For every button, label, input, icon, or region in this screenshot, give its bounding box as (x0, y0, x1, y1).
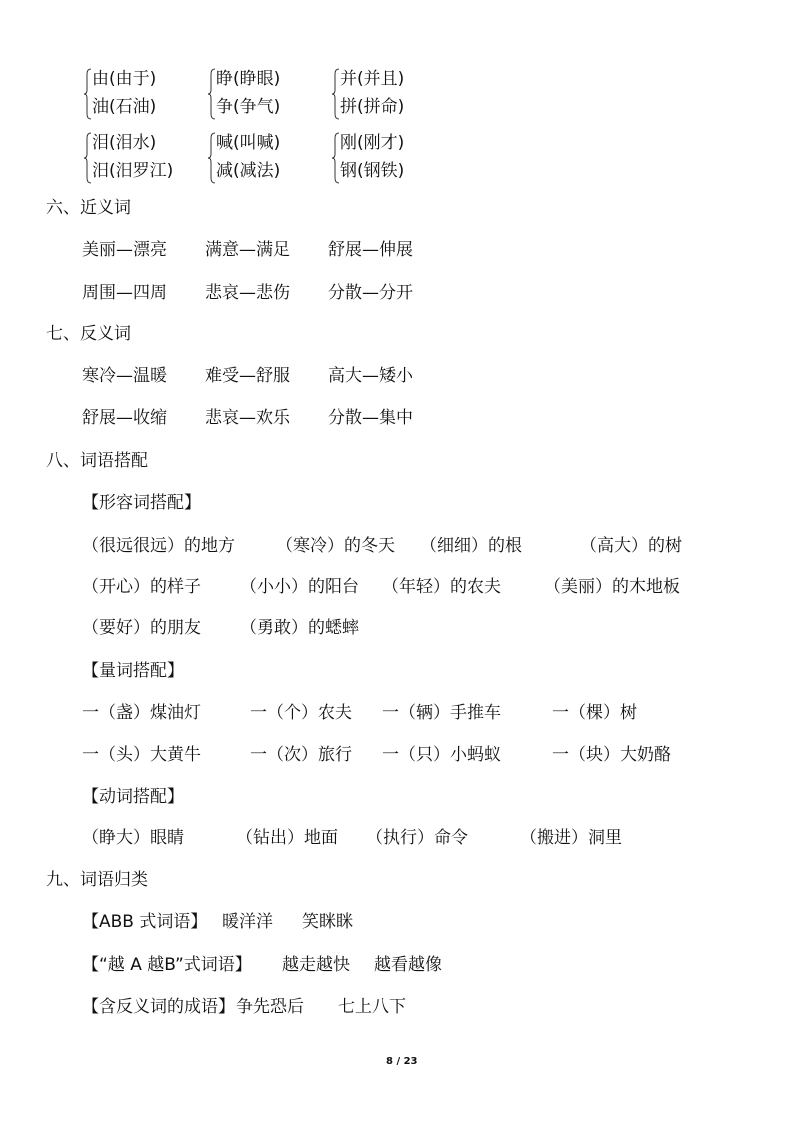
antonym-pair: 分散—集中 (328, 408, 413, 428)
category-word: 七上八下 (338, 997, 406, 1017)
synonym-pair: 美丽—漂亮 (82, 240, 167, 260)
polyphone-word: 刚(刚才) (340, 133, 405, 153)
polyphone-word: 钢(钢铁) (340, 161, 405, 181)
collocation-item: 一（个）农夫 (250, 703, 352, 723)
synonym-pair: 周围—四周 (82, 283, 167, 303)
brace-icon (84, 68, 92, 120)
synonym-pair: 悲哀—悲伤 (205, 283, 290, 303)
brace-icon (332, 68, 340, 120)
category-word: 越看越像 (374, 955, 442, 975)
collocation-item: （美丽）的木地板 (544, 577, 680, 597)
polyphone-word: 减(减法) (216, 161, 281, 181)
collocation-item: （睁大）眼睛 (82, 828, 184, 848)
brace-icon (208, 132, 216, 184)
brace-icon (84, 132, 92, 184)
category-label: 【ABB 式词语】 (82, 912, 208, 932)
section-heading-collocations: 八、词语搭配 (46, 451, 148, 471)
subheading-verb: 【动词搭配】 (82, 787, 184, 807)
collocation-item: （开心）的样子 (82, 577, 201, 597)
collocation-item: 一（头）大黄牛 (82, 745, 201, 765)
collocation-item: （很远很远）的地方 (82, 536, 235, 556)
category-label: 【“越 A 越B”式词语】 (82, 955, 252, 975)
collocation-item: （寒冷）的冬天 (276, 536, 395, 556)
collocation-item: （小小）的阳台 (240, 577, 359, 597)
section-heading-synonyms: 六、近义词 (46, 198, 131, 218)
collocation-item: （勇敢）的蟋蟀 (240, 618, 359, 638)
collocation-item: （细细）的根 (420, 536, 522, 556)
antonym-pair: 高大—矮小 (328, 366, 413, 386)
page-number: 8 / 23 (386, 1056, 418, 1067)
polyphone-word: 泪(泪水) (92, 133, 157, 153)
brace-icon (208, 68, 216, 120)
collocation-item: （钻出）地面 (236, 828, 338, 848)
subheading-adjective: 【形容词搭配】 (82, 493, 201, 513)
polyphone-word: 争(争气) (216, 97, 281, 117)
brace-icon (332, 132, 340, 184)
section-heading-antonyms: 七、反义词 (46, 324, 131, 344)
section-heading-classification: 九、词语归类 (46, 870, 148, 890)
antonym-pair: 悲哀—欢乐 (205, 408, 290, 428)
polyphone-word: 睁(睁眼) (216, 69, 281, 89)
polyphone-word: 油(石油) (92, 97, 157, 117)
collocation-item: （执行）命令 (366, 828, 468, 848)
collocation-item: （要好）的朋友 (82, 618, 201, 638)
category-word: 暖洋洋 (222, 912, 273, 932)
collocation-item: 一（块）大奶酪 (552, 745, 671, 765)
antonym-pair: 寒冷—温暖 (82, 366, 167, 386)
category-label: 【含反义词的成语】 (82, 997, 235, 1017)
collocation-item: 一（盏）煤油灯 (82, 703, 201, 723)
collocation-item: （年轻）的农夫 (382, 577, 501, 597)
subheading-measure-word: 【量词搭配】 (82, 661, 184, 681)
category-word: 笑眯眯 (302, 912, 353, 932)
synonym-pair: 满意—满足 (205, 240, 290, 260)
polyphone-word: 由(由于) (92, 69, 157, 89)
synonym-pair: 分散—分开 (328, 283, 413, 303)
collocation-item: 一（次）旅行 (250, 745, 352, 765)
collocation-item: 一（棵）树 (552, 703, 637, 723)
synonym-pair: 舒展—伸展 (328, 240, 413, 260)
antonym-pair: 舒展—收缩 (82, 408, 167, 428)
polyphone-word: 喊(叫喊) (216, 133, 281, 153)
category-word: 争先恐后 (236, 997, 304, 1017)
polyphone-word: 拼(拼命) (340, 97, 405, 117)
collocation-item: （搬进）洞里 (520, 828, 622, 848)
collocation-item: 一（辆）手推车 (382, 703, 501, 723)
category-word: 越走越快 (282, 955, 350, 975)
collocation-item: （高大）的树 (580, 536, 682, 556)
polyphone-word: 并(并且) (340, 69, 405, 89)
collocation-item: 一（只）小蚂蚁 (382, 745, 501, 765)
polyphone-word: 汨(汨罗江) (92, 161, 174, 181)
antonym-pair: 难受—舒服 (205, 366, 290, 386)
